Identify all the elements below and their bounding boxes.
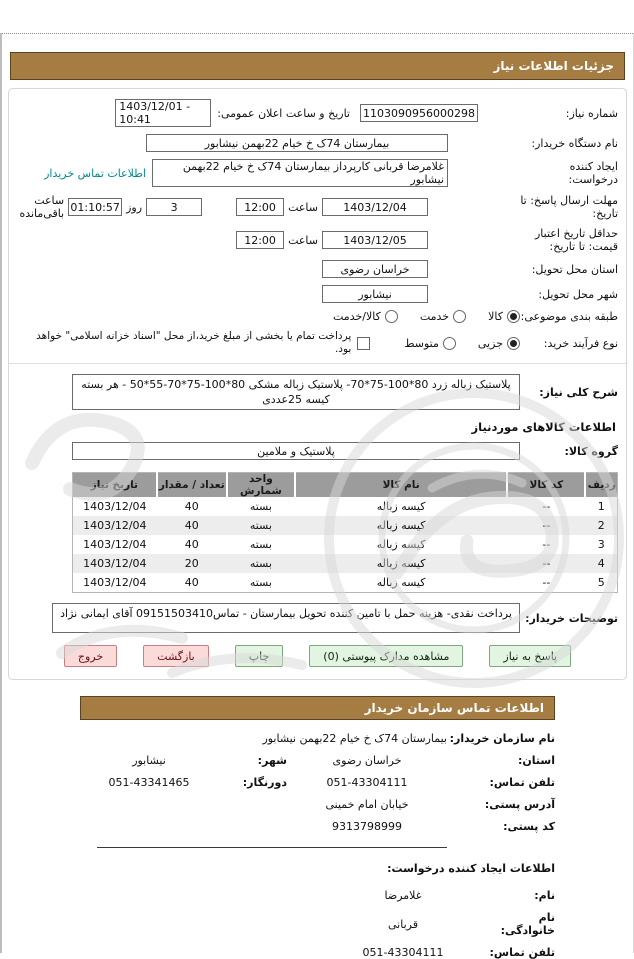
radio-service[interactable]: [453, 310, 466, 323]
buyer-org-label: نام دستگاه خریدار:: [531, 136, 618, 150]
need-number-label: شماره نیاز:: [565, 106, 618, 120]
table-cell: کیسه زباله: [376, 557, 426, 570]
table-cell: --: [542, 538, 551, 551]
validity-hour-label: ساعت: [288, 233, 318, 247]
details-header-title: جزئیات اطلاعات نیاز: [493, 59, 614, 73]
deadline-days-value: 3: [146, 198, 202, 216]
contact-separator: [97, 847, 447, 848]
creator-family-label: نام خانوادگی:: [500, 911, 555, 937]
radio-minor-label: جزیی: [477, 336, 503, 350]
validity-time-value: 12:00: [236, 231, 284, 249]
contact-postal-label: کد پستی:: [503, 820, 555, 833]
contact-postal-value: 9313798999: [332, 820, 402, 833]
table-cell: 1403/12/04: [83, 576, 147, 589]
need-description-label: شرح کلی نیاز:: [539, 385, 618, 399]
table-cell: --: [542, 557, 551, 570]
contact-city-label: شهر:: [257, 754, 287, 767]
contact-org-row: [80, 732, 555, 745]
radio-goods-service-label: کالا/خدمت: [333, 310, 381, 323]
back-button[interactable]: بازگشت: [143, 645, 209, 667]
deadline-date-value: 1403/12/04: [322, 198, 428, 216]
contact-phone-label: تلفن تماس:: [489, 776, 555, 789]
table-cell: 4: [597, 557, 605, 570]
request-creator-label: ایجاد کننده درخواست:: [568, 160, 618, 186]
delivery-city-label: شهر محل تحویل:: [538, 287, 618, 301]
contact-postal-row: [80, 820, 555, 833]
table-cell: 5: [597, 576, 605, 589]
table-cell: 40: [184, 500, 199, 513]
price-validity-row: [17, 227, 618, 253]
table-cell: --: [542, 576, 551, 589]
table-cell: --: [542, 519, 551, 532]
table-cell: بسته: [249, 538, 272, 551]
creator-phone-value: 051-43304111: [362, 946, 444, 959]
days-label: روز: [126, 200, 143, 214]
contact-header-bar: [80, 696, 555, 720]
buyer-contact-link[interactable]: اطلاعات تماس خریدار: [44, 166, 146, 180]
delivery-province-row: [17, 260, 618, 278]
creator-name-row: [80, 889, 555, 902]
buyer-org-row: [17, 134, 618, 152]
contact-province-value: خراسان رضوی: [332, 754, 402, 767]
purchase-process-label: نوع فرآیند خرید:: [543, 336, 618, 350]
need-details-page: [0, 33, 634, 959]
top-dotted-divider: [2, 33, 633, 34]
subject-category-row: [17, 310, 618, 323]
table-row: [73, 573, 618, 593]
table-cell: کیسه زباله: [376, 500, 426, 513]
contact-header-title: اطلاعات تماس سازمان خریدار: [364, 701, 544, 715]
exit-button[interactable]: خروج: [64, 645, 117, 667]
contact-address-value: خیابان امام خمینی: [325, 798, 409, 811]
table-cell: 1: [597, 500, 605, 513]
need-description-row: [17, 374, 618, 410]
creator-name-value: غلامرضا: [384, 889, 422, 902]
table-cell: کیسه زباله: [376, 519, 426, 532]
view-attachments-button[interactable]: مشاهده مدارک پیوستی (0): [309, 645, 463, 667]
remaining-time-value: 01:10:57: [68, 198, 122, 216]
deadline-time-value: 12:00: [236, 198, 284, 216]
contact-province-city-row: [80, 754, 555, 767]
table-cell: بسته: [249, 519, 272, 532]
items-table: [72, 472, 618, 593]
contact-address-label: آدرس پستی:: [484, 798, 555, 811]
radio-medium-label: متوسط: [404, 336, 439, 350]
delivery-province-label: استان محل تحویل:: [531, 262, 618, 276]
buyer-contact-section: [80, 732, 555, 959]
items-table-body: [73, 497, 618, 593]
contact-province-label: استان:: [518, 754, 555, 767]
radio-goods-service[interactable]: [385, 310, 398, 323]
contact-city-value: نیشابور: [132, 754, 166, 767]
need-number-row: [17, 99, 618, 127]
creator-name-label: نام:: [534, 889, 555, 902]
table-cell: 1403/12/04: [83, 519, 147, 532]
table-cell: بسته: [249, 500, 272, 513]
column-header: کد کالا: [507, 473, 585, 498]
remaining-time-label: ساعت باقی‌مانده: [19, 194, 65, 220]
table-row: [73, 516, 618, 535]
table-row: [73, 497, 618, 516]
table-cell: کیسه زباله: [376, 538, 426, 551]
purchase-process-row: [17, 330, 618, 356]
contact-org-label: نام سازمان خریدار:: [449, 732, 555, 745]
buyer-notes-label: توضیحات خریدار:: [525, 611, 618, 625]
table-cell: بسته: [249, 576, 272, 589]
announce-datetime-value: 1403/12/01 - 10:41: [115, 99, 211, 127]
contact-org-value: بیمارستان 74ک خ خیام 22بهمن نیشابور: [262, 732, 447, 745]
table-cell: 20: [184, 557, 199, 570]
column-header: واحد شمارش: [227, 473, 295, 498]
treasury-note: پرداخت تمام یا بخشی از مبلغ خرید،از محل "اسناد خزانه اسلامی" خواهد بود.: [36, 330, 352, 355]
column-header: تاریخ نیاز: [73, 473, 157, 498]
table-row: [73, 554, 618, 573]
column-header: تعداد / مقدار: [157, 473, 227, 498]
subject-category-label: طبقه بندی موضوعی:: [520, 310, 618, 323]
table-cell: 40: [184, 538, 199, 551]
deadline-hour-label: ساعت: [288, 200, 318, 214]
contact-fax-label: دورنگار:: [242, 776, 287, 789]
buyer-org-value: بیمارستان 74ک خ خیام 22بهمن نیشابور: [146, 134, 448, 152]
contact-fax-value: 051-43341465: [108, 776, 190, 789]
announce-datetime-label: تاریخ و ساعت اعلان عمومی:: [217, 106, 350, 120]
table-cell: 1403/12/04: [83, 538, 147, 551]
table-cell: 3: [597, 538, 605, 551]
radio-service-label: خدمت: [419, 310, 450, 323]
creator-info-heading: اطلاعات ایجاد کننده درخواست:: [387, 862, 555, 875]
request-creator-value: غلامرضا قربانی کارپرداز بیمارستان 74ک خ خیام 22بهمن نیشابور: [152, 159, 448, 187]
contact-address-row: [80, 798, 555, 811]
section-divider: [9, 363, 626, 364]
table-cell: --: [542, 500, 551, 513]
radio-goods[interactable]: [507, 310, 520, 323]
creator-phone-row: [80, 946, 555, 959]
delivery-city-value: نیشابور: [322, 285, 428, 303]
goods-group-value: پلاستیک و ملامین: [72, 442, 520, 460]
items-table-head-row: [73, 473, 618, 498]
response-deadline-row: [17, 194, 618, 220]
need-number-value: 1103090956000298: [360, 104, 478, 122]
table-cell: 1403/12/04: [83, 557, 147, 570]
table-cell: 40: [184, 576, 199, 589]
column-header: نام کالا: [295, 473, 507, 498]
radio-goods-label: کالا: [488, 310, 503, 323]
response-deadline-label: مهلت ارسال پاسخ: تا تاریخ:: [520, 194, 618, 220]
validity-date-value: 1403/12/05: [322, 231, 428, 249]
contact-phone-value: 051-43304111: [326, 776, 408, 789]
table-cell: کیسه زباله: [376, 576, 426, 589]
table-row: [73, 535, 618, 554]
delivery-city-row: [17, 285, 618, 303]
request-creator-row: [17, 159, 618, 187]
radio-minor[interactable]: [507, 337, 520, 350]
table-cell: 2: [597, 519, 605, 532]
need-description-value: پلاستیک زباله زرد 80*100-75*70- پلاستیک زباله مشکی 80*100-75*70-55*50 - هر بسته کیسه 25عددی: [72, 374, 520, 410]
treasury-checkbox[interactable]: [357, 337, 370, 350]
buyer-notes-value: پرداخت نقدی- هزینه حمل با تامین کننده تحویل بیمارستان - تماس09151503410 آقای ایمانی نژاد: [52, 603, 520, 633]
need-details-panel: [8, 88, 627, 680]
creator-phone-label: تلفن تماس:: [489, 946, 555, 959]
print-button[interactable]: چاپ: [235, 645, 284, 667]
radio-medium[interactable]: [443, 337, 456, 350]
contact-phone-fax-row: [80, 776, 555, 789]
creator-family-value: قربانی: [388, 917, 418, 931]
table-cell: 40: [184, 519, 199, 532]
delivery-province-value: خراسان رضوی: [322, 260, 428, 278]
goods-group-row: [17, 442, 618, 460]
details-header-bar: [10, 52, 625, 80]
column-header: ردیف: [585, 473, 617, 498]
goods-group-label: گروه کالا:: [564, 444, 618, 458]
table-cell: 1403/12/04: [83, 500, 147, 513]
table-cell: بسته: [249, 557, 272, 570]
creator-family-row: [80, 911, 555, 937]
price-validity-label: حداقل تاریخ اعتبار قیمت: تا تاریخ:: [534, 227, 618, 253]
goods-info-heading: اطلاعات کالاهای موردنیاز: [471, 420, 616, 434]
action-buttons: [21, 645, 614, 667]
respond-to-need-button[interactable]: پاسخ به نیاز: [489, 645, 571, 667]
buyer-notes-row: [17, 603, 618, 633]
